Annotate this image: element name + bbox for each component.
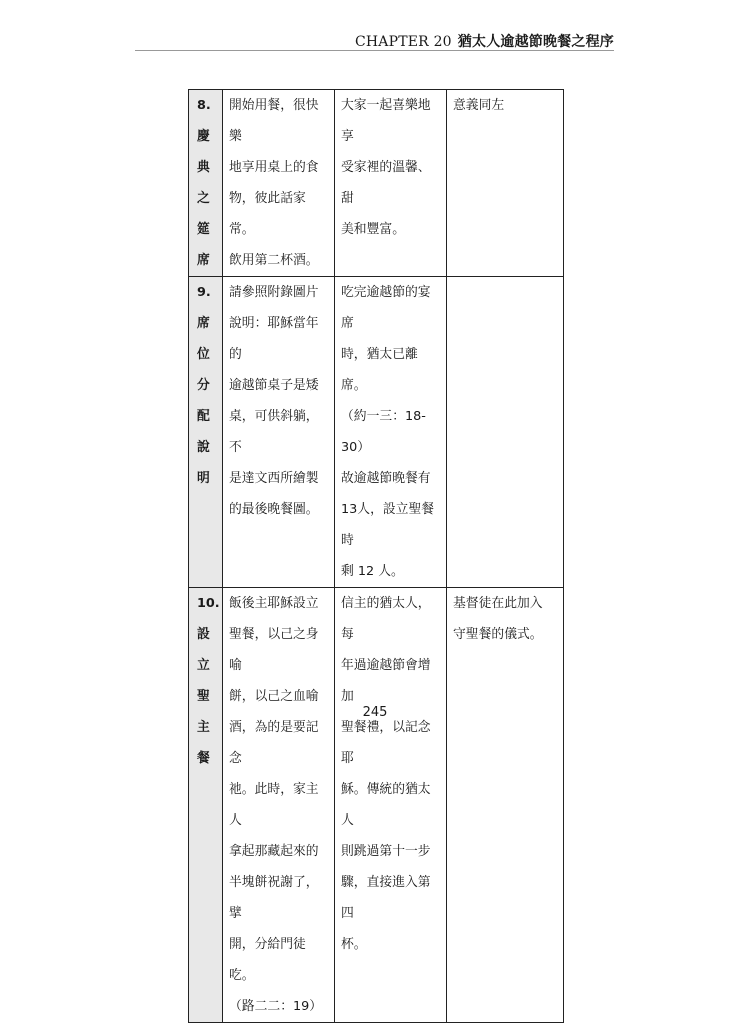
meaning-cell: 大家一起喜樂地享 受家裡的溫馨、甜 美和豐富。 bbox=[335, 90, 447, 277]
step-label: 9. 席 位 分 配 說 明 bbox=[197, 285, 211, 486]
header-rule bbox=[135, 50, 614, 51]
procedure-cell: 開始用餐，很快樂 地享用桌上的食 物，彼此話家常。 飲用第二杯酒。 bbox=[223, 90, 335, 277]
step-label: 10. 設 立 聖 主 餐 bbox=[197, 596, 220, 766]
table-row bbox=[189, 90, 564, 277]
christian-meaning-cell: 基督徒在此加入 守聖餐的儀式。 bbox=[447, 588, 564, 1023]
running-header bbox=[355, 31, 614, 51]
step-label-cell bbox=[189, 90, 223, 277]
christian-meaning-cell bbox=[447, 277, 564, 588]
step-label: 8. 慶 典 之 筵 席 bbox=[197, 98, 211, 268]
meaning-cell: 信主的猶太人，每 年過逾越節會增加 聖餐禮，以記念耶 穌。傳統的猶太人 則跳過第十一步 驟，直接進入第四 杯。 bbox=[335, 588, 447, 1023]
chapter-number: CHAPTER 20 bbox=[354, 34, 452, 50]
chapter-title: 猶太人逾越節晚餐之程序 bbox=[457, 34, 614, 50]
table-row bbox=[189, 588, 564, 1023]
step-label-cell bbox=[189, 277, 223, 588]
step-label-cell bbox=[189, 588, 223, 1023]
passover-steps-table bbox=[188, 89, 564, 1023]
meaning-cell: 吃完逾越節的宴席 時，猶太已離席。 （約一三：18-30） 故逾越節晚餐有 13人，設立聖餐時 剩 12 人。 bbox=[335, 277, 447, 588]
page-number: 245 bbox=[362, 705, 388, 720]
table-row bbox=[189, 277, 564, 588]
christian-meaning-cell: 意義同左 bbox=[447, 90, 564, 277]
procedure-cell: 飯後主耶穌設立 聖餐，以己之身喻 餅，以己之血喻 酒，為的是要記念 祂。此時，家主人 拿起那藏起來的 半塊餅祝謝了，擘 開，分給門徒吃。 （路二二：19） bbox=[223, 588, 335, 1023]
procedure-cell: 請參照附錄圖片 說明：耶穌當年的 逾越節桌子是矮 桌，可供斜躺，不 是達文西所繪製 的最後晚餐圖。 bbox=[223, 277, 335, 588]
